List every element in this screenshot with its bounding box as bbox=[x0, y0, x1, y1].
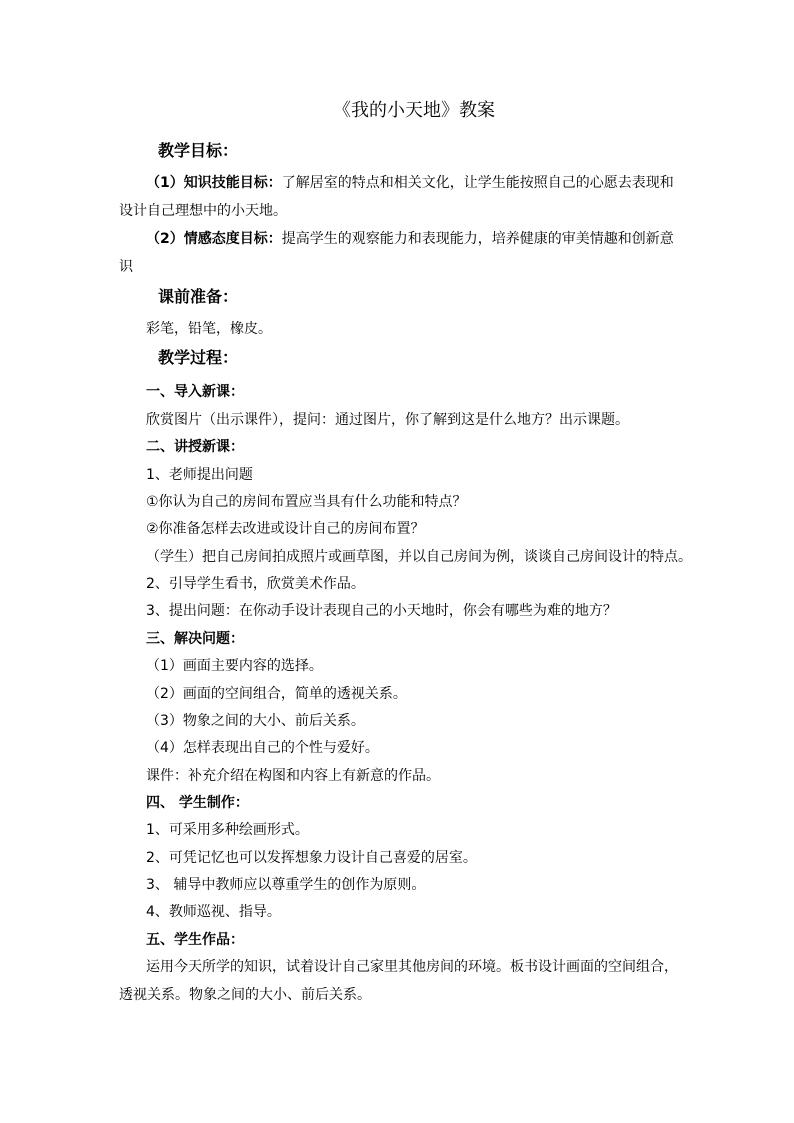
document-title: 《我的小天地》教案 bbox=[333, 100, 495, 121]
section-2-line: ①你认为自己的房间布置应当具有什么功能和特点？ bbox=[146, 494, 467, 510]
goal-1-text: 了解居室的特点和相关文化，让学生能按照自己的心愿去表现和 bbox=[281, 175, 674, 191]
section-2-line: （学生）把自己房间拍成照片或画草图，并以自己房间为例，谈谈自己房间设计的特点。 bbox=[146, 549, 692, 565]
section-2-line: ②你准备怎样去改进或设计自己的房间布置？ bbox=[146, 521, 425, 537]
section-3-line: （1）画面主要内容的选择。 bbox=[146, 658, 323, 674]
section-4-heading: 四、 学生制作： bbox=[146, 795, 249, 811]
section-5-heading: 五、学生作品： bbox=[146, 932, 244, 948]
section-1-heading: 一、导入新课： bbox=[146, 384, 244, 400]
prep-text: 彩笔，铅笔，橡皮。 bbox=[146, 321, 272, 337]
section-3-heading: 三、解决问题： bbox=[146, 631, 244, 647]
section-2-line: 1、老师提出问题 bbox=[146, 467, 253, 483]
goal-1-continuation: 设计自己理想中的小天地。 bbox=[119, 203, 287, 219]
goal-2-label: （2）情感态度目标： bbox=[146, 231, 282, 247]
goal-2-continuation: 识 bbox=[119, 259, 133, 275]
section-5-line: 运用今天所学的知识，试着设计自己家里其他房间的环境。板书设计画面的空间组合， bbox=[146, 959, 678, 975]
section-1-line: 欣赏图片（出示课件），提问：通过图片，你了解到这是什么地方？出示课题。 bbox=[146, 412, 629, 428]
goals-heading: 教学目标： bbox=[158, 141, 239, 160]
section-3-line: （4）怎样表现出自己的个性与爱好。 bbox=[146, 740, 379, 756]
section-2-line: 3、提出问题：在你动手设计表现自己的小天地时，你会有哪些为难的地方？ bbox=[146, 603, 617, 619]
goal-1-label: （1）知识技能目标： bbox=[146, 175, 282, 191]
process-heading: 教学过程： bbox=[158, 348, 239, 367]
section-4-line: 1、可采用多种绘画形式。 bbox=[146, 822, 309, 838]
section-3-line: （2）画面的空间组合，简单的透视关系。 bbox=[146, 686, 407, 702]
goal-2-line bbox=[146, 229, 674, 249]
section-4-line: 2、可凭记忆也可以发挥想象力设计自己喜爱的居室。 bbox=[146, 850, 477, 866]
section-5-continuation: 透视关系。物象之间的大小、前后关系。 bbox=[119, 987, 371, 1003]
goal-1-line bbox=[146, 173, 674, 193]
section-2-heading: 二、讲授新课： bbox=[146, 439, 244, 455]
prep-heading: 课前准备： bbox=[158, 287, 239, 306]
section-3-line: （3）物象之间的大小、前后关系。 bbox=[146, 713, 365, 729]
goal-2-text: 提高学生的观察能力和表现能力，培养健康的审美情趣和创新意 bbox=[281, 231, 674, 247]
section-4-line: 3、 辅导中教师应以尊重学生的创作为原则。 bbox=[146, 877, 426, 893]
section-4-line: 4、教师巡视、指导。 bbox=[146, 904, 281, 920]
section-3-line: 课件：补充介绍在构图和内容上有新意的作品。 bbox=[146, 768, 440, 784]
section-2-line: 2、引导学生看书，欣赏美术作品。 bbox=[146, 576, 365, 592]
